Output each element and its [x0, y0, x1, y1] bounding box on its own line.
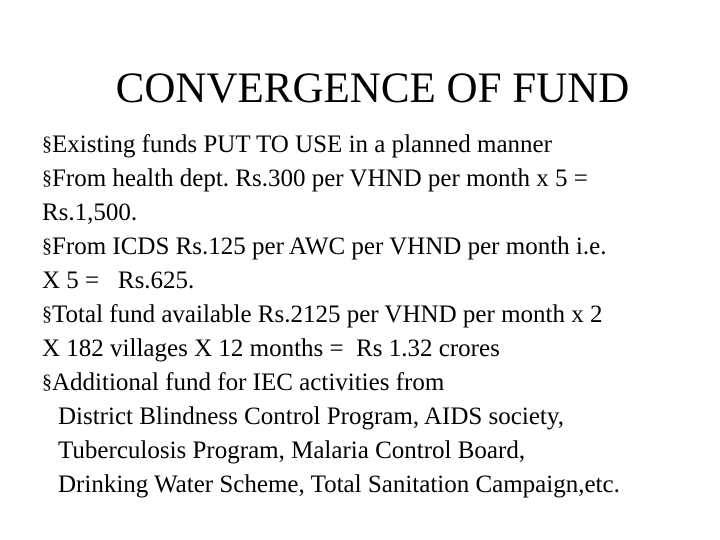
bullet-icon: § [42, 167, 52, 189]
bullet-text-continued: X 182 villages X 12 months = Rs 1.32 crores [42, 335, 500, 362]
continuation-line: Drinking Water Scheme, Total Sanitation Campaign,etc. [58, 471, 620, 498]
bullet-icon: § [42, 303, 52, 325]
bullet-line [42, 230, 707, 264]
slide-title: CONVERGENCE OF FUND [115, 65, 630, 112]
bullet-text: Additional fund for IEC activities from [52, 369, 445, 396]
continuation-line: Tuberculosis Program, Malaria Control Board, [58, 437, 526, 464]
slide-body [42, 128, 707, 502]
bullet-text: From health dept. Rs.300 per VHND per month x 5 = [52, 165, 588, 192]
bullet-text: Total fund available Rs.2125 per VHND per month x 2 [52, 301, 603, 328]
bullet-text-continued: X 5 = Rs.625. [42, 267, 195, 294]
bullet-text: From ICDS Rs.125 per AWC per VHND per month i.e. [52, 233, 607, 260]
bullet-line [42, 162, 707, 196]
bullet-text-continued: Rs.1,500. [42, 199, 138, 226]
bullet-line [42, 366, 707, 400]
bullet-icon: § [42, 235, 52, 257]
bullet-text: Existing funds PUT TO USE in a planned manner [52, 131, 552, 158]
bullet-line [42, 128, 707, 162]
bullet-line [42, 298, 707, 332]
continuation-line: District Blindness Control Program, AIDS society, [58, 403, 564, 430]
bullet-icon: § [42, 371, 52, 393]
bullet-icon: § [42, 133, 52, 155]
